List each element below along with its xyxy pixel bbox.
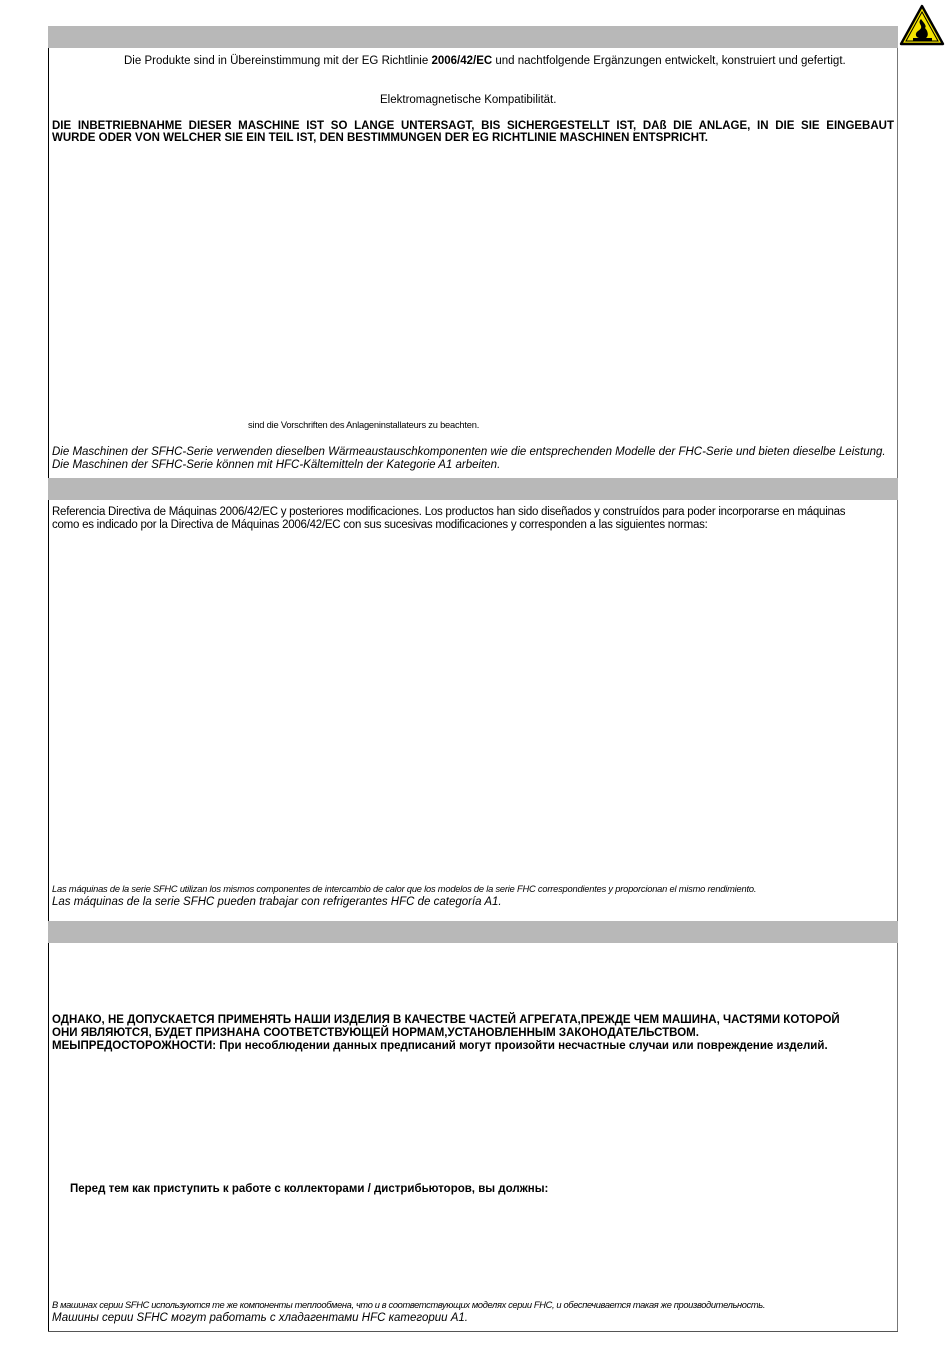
es-note-line-1: Las máquinas de la serie SFHC utilizan los mismos componentes de intercambio de calor que los modelos de la serie FHC correspondientes y proporcionan el mismo rendimiento. xyxy=(52,884,757,894)
es-note-line-2: Las máquinas de la serie SFHC pueden trabajar con refrigerantes HFC de categoría A1. xyxy=(52,896,502,908)
warning-triangle-icon xyxy=(899,4,945,46)
de-installer-text: sind die Vorschriften des Anlageninstallateurs zu beachten. xyxy=(248,420,480,430)
left-border xyxy=(48,26,49,1332)
section-header-russian xyxy=(48,921,898,943)
ru-note-line-1: В машинах серии SFHC используются те же компоненты теплообмена, что и в соответствующих моделях серии FHC, и обеспечивается такая же производительность. xyxy=(52,1300,766,1310)
ru-warning-line-2: ОНИ ЯВЛЯЮТСЯ, БУДЕТ ПРИЗНАНА СООТВЕТСТВУЮЩЕЙ НОРМАМ,УСТАНОВЛЕННЫМ ЗАКОНОДАТЕЛЬСТВОМ. xyxy=(52,1027,699,1039)
de-warning-line-1: DIE INBETRIEBNAHME DIESER MASCHINE IST SO LANGE UNTERSAGT, BIS SICHERGESTELLT IST, DAß DIE ANLAGE, IN DIE SIE EINGEBAUT xyxy=(52,120,894,132)
section-header-spanish xyxy=(48,478,898,500)
section-header-german xyxy=(48,26,898,48)
es-intro-line-1: Referencia Directiva de Máquinas 2006/42/EC y posteriores modificaciones. Los productos han sido diseñados y construídos para poder incorporarse en máquinas xyxy=(52,506,846,518)
ru-collectors-text: Перед тем как приступить к работе с коллекторами / дистрибьюторов, вы должны: xyxy=(70,1183,549,1195)
right-border xyxy=(897,26,898,1332)
de-note-line-2: Die Maschinen der SFHC-Serie können mit HFC-Kältemitteln der Kategorie A1 arbeiten. xyxy=(52,459,501,471)
ru-warning-line-1: ОДНАКО, НЕ ДОПУСКАЕТСЯ ПРИМЕНЯТЬ НАШИ ИЗДЕЛИЯ В КАЧЕСТВЕ ЧАСТЕЙ АГРЕГАТА,ПРЕЖДЕ ЧЕМ МАШИНА, ЧАСТЯМИ КОТОРОЙ xyxy=(52,1014,840,1026)
ru-note-line-2: Машины серии SFHC могут работать с хладагентами HFC категории A1. xyxy=(52,1312,468,1324)
de-emc-text: Elektromagnetische Kompatibilität. xyxy=(380,94,557,106)
de-intro-text: Die Produkte sind in Übereinstimmung mit der EG Richtlinie 2006/42/EC und nachtfolgende Ergänzungen entwickelt, konstruiert und gefertigt. xyxy=(124,55,846,67)
ru-caution-text: МЕЫПРЕДОСТОРОЖНОСТИ: При несоблюдении данных предписаний могут произойти несчастные случаи или повреждение изделий. xyxy=(52,1040,828,1052)
de-warning-line-2: WURDE ODER VON WELCHER SIE EIN TEIL IST, DEN BESTIMMUNGEN DER EG RICHTLINIE MASCHINEN ENTSPRICHT. xyxy=(52,132,708,144)
es-intro-line-2: como es indicado por la Directiva de Máquinas 2006/42/EC con sus sucesivas modificaciones y corresponden a las siguientes normas: xyxy=(52,519,708,531)
bottom-border xyxy=(48,1331,898,1332)
de-note-line-1: Die Maschinen der SFHC-Serie verwenden dieselben Wärmeaustauschkomponenten wie die entsprechenden Modelle der FHC-Serie und bieten dieselbe Leistung. xyxy=(52,446,886,458)
document-sheet xyxy=(48,26,898,1332)
